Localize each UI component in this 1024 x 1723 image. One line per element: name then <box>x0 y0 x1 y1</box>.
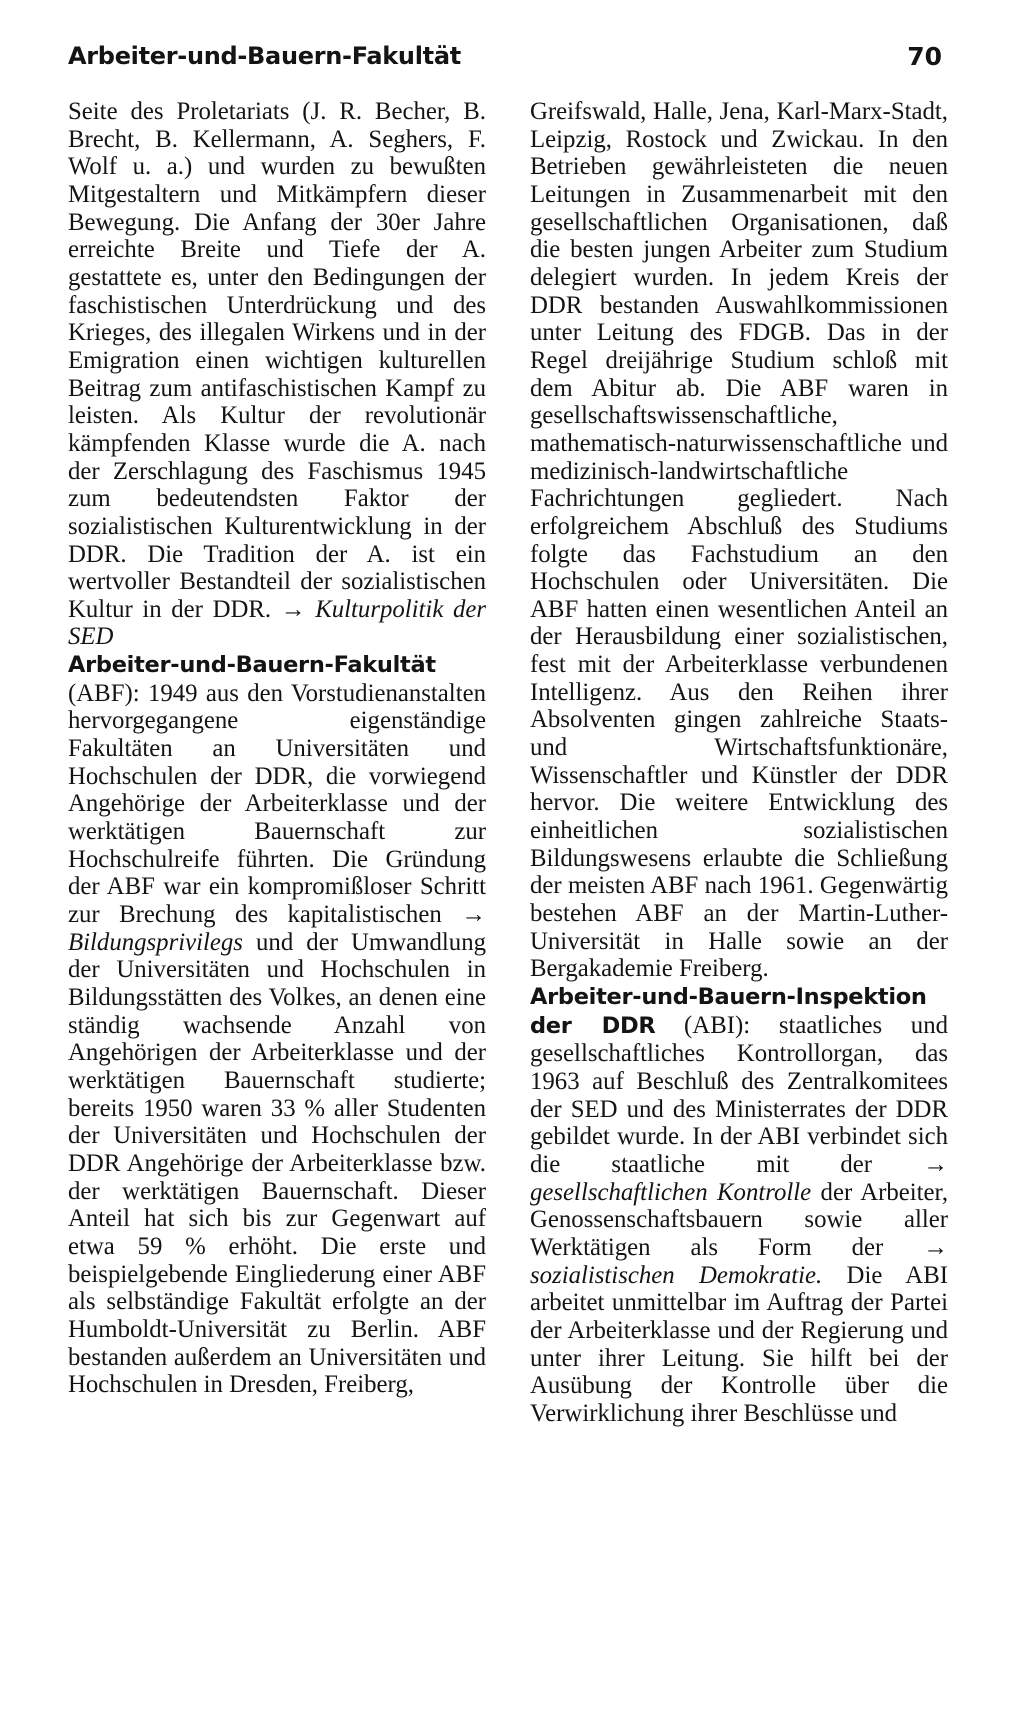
continuation-text: Greifswald, Halle, Jena, Karl-Marx-Stadt, Leipzig, Rostock und Zwickau. In den Betrieben gewährleisteten die neuen Leitungen in Zusammenarbeit mit den gesellschaftlichen Organisationen, daß die besten jungen Arbeiter zum Studium delegiert wurden. In jedem Kreis der DDR bestanden Auswahlkommissionen unter Leitung des FDGB. Das in der Regel dreijährige Studium schloß mit dem Abitur ab. Die ABF waren in gesellschaftswissenschaftliche, mathematisch-naturwissenschaftliche und medizinisch-landwirtschaftliche Fachrichtungen gegliedert. Nach erfolgreichem Abschluß des Studiums folgte das Fachstudium an den Hochschulen oder Universitäten. Die ABF hatten einen wesentlichen Anteil an der Herausbildung einer sozialistischen, fest mit der Arbeiterklasse verbundenen Intelligenz. Aus den Reihen ihrer Absolventen gingen zahlreiche Staats- und Wirtschaftsfunktionäre, Wissenschaftler und Künstler der DDR hervor. Die weitere Entwicklung des einheitlichen sozialistischen Bildungswesens erlaubte die Schließung der meisten ABF nach 1961. Gegenwärtig bestehen ABF an der Martin-Luther-Universität in Halle sowie an der Bergakademie Freiberg. <box>530 98 948 983</box>
entry-text: (ABF): 1949 aus den Vorstudienanstalten hervorgegangene eigenständige Fakultäten an Universitäten und Hochschulen der DDR, die vorwiegend Angehörige der Arbeiterklasse und der werktätigen Bauernschaft zur Hochschulreife führten. Die Gründung der ABF war ein kompromißloser Schritt zur Brechung des kapitalistischen <box>68 679 486 929</box>
entry-text: Die ABI arbeitet unmittelbar im Auftrag der Partei der Arbeiterklasse und der Regierung und unter ihrer Leitung. Sie hilft bei der Ausübung der Kontrolle über die Verwirklichung ihrer Beschlüsse und <box>530 1261 948 1427</box>
entry-headword: Arbeiter-und-Bauern-Inspektion der DDR <box>530 984 927 1039</box>
cross-reference-link[interactable]: Bildungsprivilegs <box>68 928 243 956</box>
cross-reference-arrow-icon: → <box>923 1150 948 1178</box>
cross-reference-link[interactable]: sozialistischen Demokratie. <box>530 1261 823 1289</box>
cross-reference-arrow-icon: → <box>461 901 486 929</box>
entry-abi <box>530 983 948 1428</box>
cross-reference-arrow-icon: → <box>280 595 306 623</box>
entry-text: (ABI): staatliches und gesellschaftliches Kontrollorgan, das 1963 auf Beschluß des Zentralkomitees der SED und des Ministerrates der DDR gebildet wurde. In der ABI verbindet sich die staatliche mit der <box>530 1011 948 1178</box>
entry-abf <box>68 651 486 1399</box>
entry-text: der Arbeiter, Genossenschaftsbauern sowie aller Werktätigen als Form der <box>530 1178 949 1261</box>
cross-reference-arrow-icon: → <box>923 1233 948 1261</box>
page-number: 70 <box>907 42 942 71</box>
running-head <box>68 42 942 82</box>
cross-reference-link[interactable]: Kulturpolitik der SED <box>68 595 487 651</box>
continuation-text: Seite des Proletariats (J. R. Becher, B. Brecht, B. Kellermann, A. Seghers, F. Wolf u. a.) und wurden zu bewußten Mitgestaltern und Mitkämpfern dieser Bewegung. Die Anfang der 30er Jahre erreichte Breite und Tiefe der A. gestattete es, unter den Bedingungen der faschistischen Unterdrückung und des Krieges, des illegalen Wirkens und in der Emigration einen wichtigen kulturellen Beitrag zum antifaschistischen Kampf zu leisten. Als Kultur der revolutionär kämpfenden Klasse wurde die A. nach der Zerschlagung des Faschismus 1945 zum bedeutendsten Faktor der sozialistischen Kulturentwicklung in der DDR. Die Tradition der A. ist ein wertvoller Bestandteil der sozialistischen Kultur in der DDR. <box>68 98 486 623</box>
cross-reference-link[interactable]: gesellschaftlichen Kontrolle <box>530 1178 812 1206</box>
running-title: Arbeiter-und-Bauern-Fakultät <box>68 42 461 70</box>
left-column <box>68 98 486 1399</box>
continuation-paragraph <box>530 98 948 983</box>
continuation-paragraph <box>68 98 486 651</box>
entry-headword: Arbeiter-und-Bauern-Fakultät <box>68 652 436 679</box>
right-column <box>530 98 948 1428</box>
entry-text: und der Umwandlung der Universitäten und Hochschulen in Bildungsstätten des Volkes, an denen eine ständig wachsende Anzahl von Angehörigen der Arbeiterklasse und der werktätigen Bauernschaft studierte; bereits 1950 waren 33 % aller Studenten der Universitäten und Hochschulen der DDR Angehörige der Arbeiterklasse bzw. der werktätigen Bauernschaft. Dieser Anteil hat sich bis zur Gegenwart auf etwa 59 % erhöht. Die erste und beispielgebende Eingliederung einer ABF als selbständige Fakultät erfolgte an der Humboldt-Universität zu Berlin. ABF bestanden außerdem an Universitäten und Hochschulen in Dresden, Freiberg, <box>68 928 487 1399</box>
